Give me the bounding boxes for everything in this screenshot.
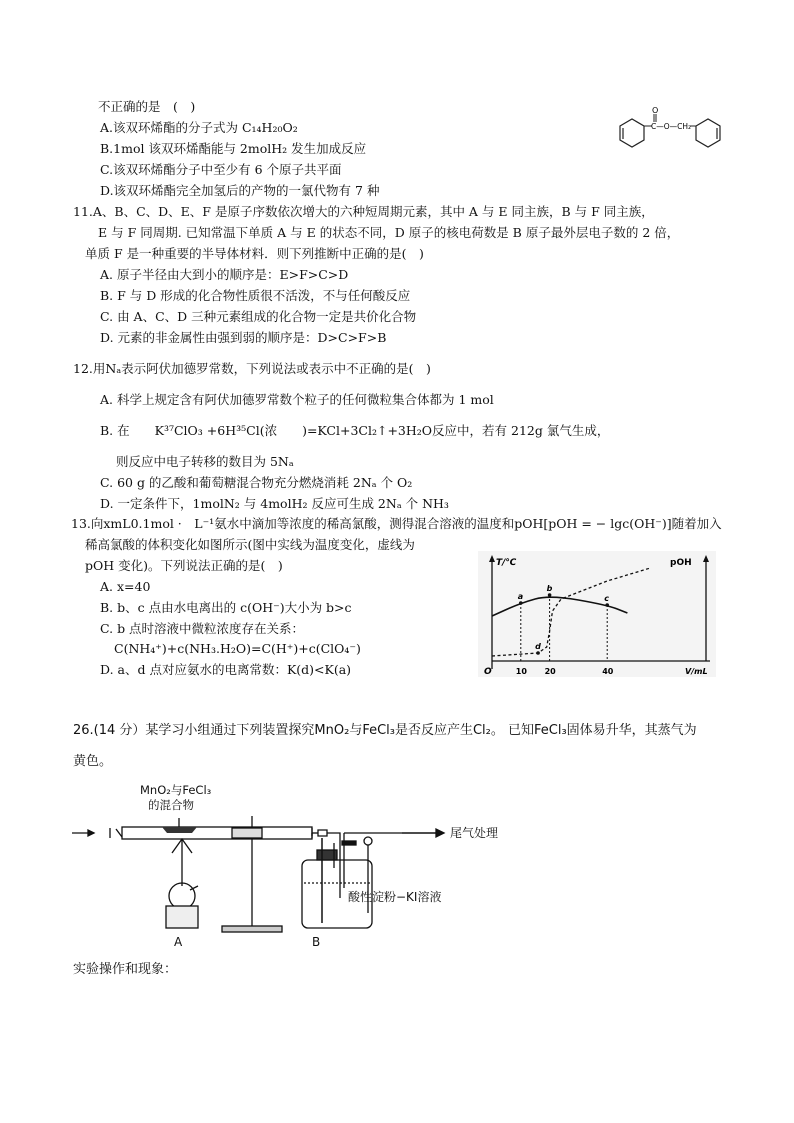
q12-option-c: C. 60 g 的乙酸和葡萄糖混合物充分燃烧消耗 2Nₐ 个 O₂ — [100, 475, 413, 490]
q13-option-b: B. b、c 点由水电离出的 c(OH⁻)大小为 b>c — [100, 600, 352, 615]
mix-label-line2: 的混合物 — [148, 798, 194, 812]
q13-option-c: C. b 点时溶液中微粒浓度存在关系： — [100, 621, 305, 636]
solid-mixture — [162, 827, 197, 833]
q11-stem-line1: 11.A、B、C、D、E、F 是原子序数依次增大的六种短周期元素，其中 A 与 E 同主族，B 与 F 同主族， — [73, 204, 654, 219]
ester-linkage-label: C—O—CH₂ — [651, 122, 692, 131]
right-ring — [696, 119, 720, 147]
q11-option-b: B. F 与 D 形成的化合物性质很不活泼，不与任何酸反应 — [100, 288, 411, 303]
point-label-b: b — [546, 584, 553, 593]
q11-stem-line3: 单质 F 是一种重要的半导体材料．则下列推断中正确的是( ) — [85, 246, 424, 261]
valve-handle — [116, 829, 122, 837]
q12-stem: 12.用Nₐ表示阿伏加德罗常数，下列说法或表示中不正确的是( ) — [73, 361, 431, 376]
q10-option-c: C.该双环烯酯分子中至少有 6 个原子共平面 — [100, 162, 342, 177]
x-tick-label: 40 — [602, 667, 614, 676]
q13-option-d: D. a、d 点对应氨水的电离常数：K(d)<K(a) — [100, 662, 352, 677]
y-axis-arrow — [489, 555, 495, 562]
ylabel-left: T/℃ — [496, 558, 517, 568]
guide-lines — [521, 595, 607, 661]
glass-tube — [122, 827, 312, 839]
label-b: B — [312, 935, 321, 949]
point-b — [548, 593, 552, 597]
bulb — [364, 837, 372, 845]
x-tick-label: 20 — [544, 667, 556, 676]
right-axis-arrow — [703, 555, 709, 562]
tube-clamp — [342, 841, 356, 845]
q12-option-b-line1: B. 在 K³⁷ClO₃ +6H³⁵Cl(浓 )=KCl+3Cl₂↑+3H₂O反应中，若有 212g 氯气生成， — [100, 423, 610, 438]
point-markers — [518, 584, 609, 655]
point-c — [605, 603, 609, 607]
temperature-poh-chart — [478, 551, 716, 677]
q13-stem-line1: 13.向xmL0.1mol · L⁻¹氨水中滴加等浓度的稀高氯酸，测得混合溶液的温度和pOH[pOH = − lgc(OH⁻)]随着加入 — [71, 516, 722, 531]
lamp-stand — [166, 906, 198, 928]
mix-label-line1: MnO₂与FeCl₃ — [140, 783, 212, 797]
point-label-a: a — [517, 592, 524, 601]
xlabel: V/mL — [685, 667, 708, 676]
q13-stem-line2: 稀高氯酸的体积变化如图所示(图中实线为温度变化，虚线为 — [85, 537, 415, 552]
tail-arrow-icon — [436, 829, 444, 837]
q10-stem: 不正确的是 ( ) — [98, 99, 196, 114]
q26-operations-label: 实验操作和现象： — [73, 962, 178, 977]
carbonyl-o-label: O — [652, 106, 659, 115]
solution-label: 酸性淀粉−KI溶液 — [348, 890, 442, 904]
q11-option-a: A. 原子半径由大到小的顺序是：E>F>C>D — [100, 267, 349, 282]
x-tick-labels — [516, 667, 614, 676]
q13-stem-line3: pOH 变化)。下列说法正确的是( ) — [85, 558, 283, 573]
q26-stem-line2: 黄色。 — [73, 754, 113, 769]
inlet-arrow-icon — [88, 830, 94, 836]
q12-option-a: A. 科学上规定含有阿伏加德罗常数个粒子的任何微粒集合体都为 1 mol — [100, 392, 494, 407]
label-a: A — [174, 935, 183, 949]
point-label-d: d — [535, 642, 541, 651]
connector — [318, 830, 327, 836]
x-tick-label: 10 — [515, 667, 527, 676]
point-a — [519, 601, 523, 605]
q11-option-c: C. 由 A、C、D 三种元素组成的化合物一定是共价化合物 — [100, 309, 417, 324]
q13-option-c-relation: C(NH₄⁺)+c(NH₃.H₂O)=C(H⁺)+c(ClO₄⁻) — [114, 641, 361, 656]
alcohol-lamp — [169, 883, 195, 909]
q11-option-d: D. 元素的非金属性由强到弱的顺序是：D>C>F>B — [100, 330, 387, 345]
apparatus-figure — [72, 778, 499, 950]
point-d — [536, 651, 540, 655]
ester-structure-figure — [604, 104, 730, 164]
tail-gas-label: 尾气处理 — [450, 826, 499, 840]
q12-option-b-line2: 则反应中电子转移的数目为 5Nₐ — [116, 454, 294, 469]
q11-stem-line2: E 与 F 同周期. 已知常温下单质 A 与 E 的状态不同，D 原子的核电荷数是 B 原子最外层电子数的 2 倍， — [98, 225, 680, 240]
q10-option-a: A.该双环烯酯的分子式为 C₁₄H₂₀O₂ — [100, 120, 298, 135]
q10-option-b: B.1mol 该双环烯酯能与 2molH₂ 发生加成反应 — [100, 141, 367, 156]
q12-option-d: D. 一定条件下，1molN₂ 与 4molH₂ 反应可生成 2Nₐ 个 NH₃ — [100, 496, 449, 511]
q13-option-a: A. x=40 — [100, 579, 151, 594]
point-label-c: c — [604, 594, 609, 603]
stand-base — [222, 926, 282, 932]
ylabel-right: pOH — [670, 558, 692, 568]
origin-label: O — [484, 667, 492, 677]
q26-stem-line1: 26.(14 分）某学习小组通过下列装置探究MnO₂与FeCl₃是否反应产生Cl₂。 已知FeCl₃固体易升华，其蒸气为 — [73, 723, 697, 738]
left-ring — [620, 119, 644, 147]
q10-option-d: D.该双环烯酯完全加氢后的产物的一氯代物有 7 种 — [100, 183, 380, 198]
stand-clamp — [232, 828, 262, 838]
